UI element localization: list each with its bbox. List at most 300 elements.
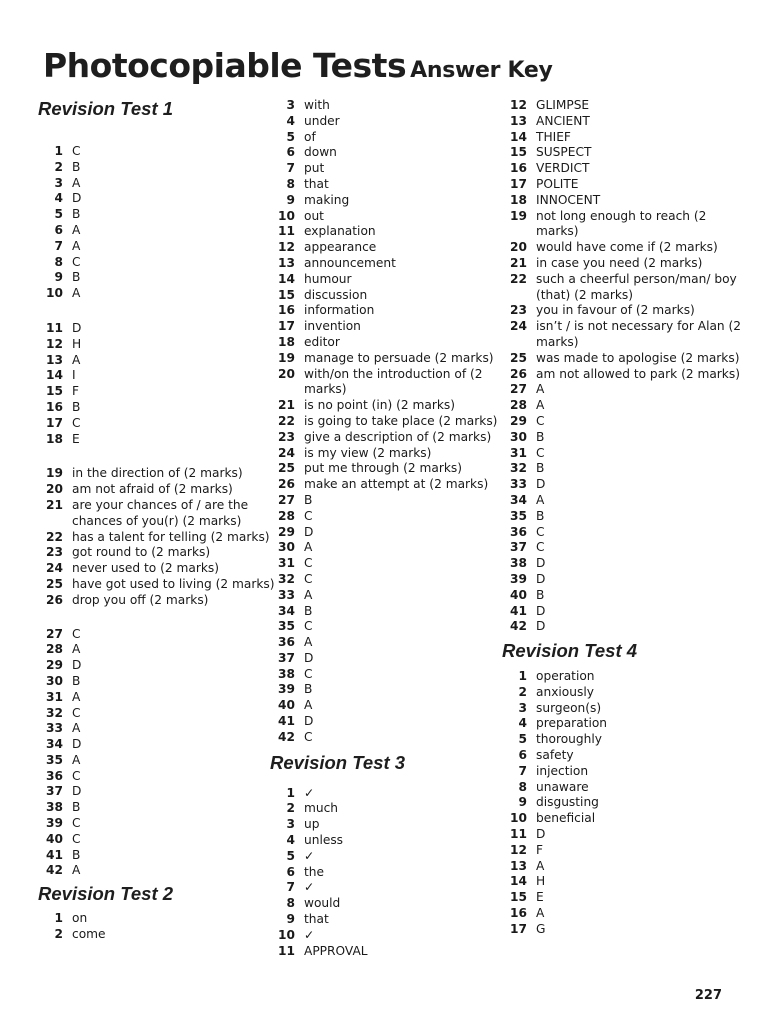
question-number: 13 (278, 255, 295, 270)
question-number: 21 (278, 398, 295, 413)
answer-item (38, 577, 278, 593)
answer-text: B (304, 492, 313, 507)
answer-text: operation (536, 669, 595, 684)
question-number: 9 (286, 192, 295, 207)
answer-text: invention (304, 319, 361, 334)
question-number: 28 (510, 398, 527, 413)
answer-text: C (304, 666, 313, 681)
answer-item (270, 161, 510, 177)
answer-item (38, 239, 278, 255)
question-number: 41 (510, 603, 527, 618)
question-number: 25 (510, 350, 527, 365)
answer-text: isn’t / is not necessary for Alan (2 marks) (536, 319, 742, 349)
answer-item (38, 737, 278, 753)
answer-text: SUSPECT (536, 145, 592, 160)
answer-text: come (72, 927, 106, 942)
question-number: 34 (46, 737, 63, 752)
answer-text: B (304, 682, 313, 697)
answer-text: D (72, 737, 82, 752)
answer-text: VERDICT (536, 161, 590, 176)
question-number: 23 (278, 429, 295, 444)
answer-text: A (72, 721, 81, 736)
answer-text: beneficial (536, 811, 596, 826)
question-number: 23 (46, 545, 63, 560)
question-number: 20 (510, 240, 527, 255)
answer-text: D (304, 714, 314, 729)
question-number: 38 (46, 800, 63, 815)
answer-item (270, 398, 510, 414)
answer-text: A (304, 635, 313, 650)
answer-item (502, 922, 742, 938)
answer-text: under (304, 113, 340, 128)
answer-text: surgeon(s) (536, 700, 602, 715)
answer-item (38, 545, 278, 561)
answer-text: that (304, 912, 329, 927)
question-number: 9 (286, 912, 295, 927)
answer-text: D (536, 619, 546, 634)
answer-item (270, 801, 510, 817)
answer-item (270, 698, 510, 714)
answer-text: thoroughly (536, 732, 602, 747)
page-number: 227 (694, 988, 722, 1003)
answer-item (502, 351, 742, 367)
answer-item (38, 255, 278, 271)
column-3 (502, 98, 742, 938)
answer-text: GLIMPSE (536, 98, 590, 112)
question-number: 36 (510, 524, 527, 539)
answer-item (502, 540, 742, 556)
question-number: 31 (278, 556, 295, 571)
question-number: 35 (510, 508, 527, 523)
answer-item (38, 769, 278, 785)
question-number: 7 (286, 161, 295, 176)
answer-item (270, 367, 510, 399)
answer-text: with/on the introduction of (2 marks) (304, 366, 483, 397)
question-number: 26 (278, 477, 295, 492)
question-number: 32 (46, 705, 63, 720)
column-1 (38, 98, 278, 943)
question-number: 10 (510, 811, 527, 826)
question-number: 39 (46, 816, 63, 831)
question-number: 20 (46, 482, 63, 497)
column-2 (270, 98, 510, 959)
answer-text: C (536, 445, 545, 460)
answer-item (502, 130, 742, 146)
answer-item (502, 145, 742, 161)
answer-text: D (304, 650, 314, 665)
question-number: 4 (518, 716, 527, 731)
answer-text: E (536, 890, 544, 905)
question-number: 4 (54, 191, 63, 206)
question-number: 9 (54, 270, 63, 285)
question-number: 12 (510, 842, 527, 857)
question-number: 40 (510, 587, 527, 602)
answer-text: B (536, 508, 545, 523)
answer-item (270, 414, 510, 430)
answer-item (270, 240, 510, 256)
answer-item (502, 859, 742, 875)
answer-text: explanation (304, 224, 376, 239)
answer-text: C (304, 619, 313, 634)
answer-text: in case you need (2 marks) (536, 255, 703, 270)
answer-item (502, 382, 742, 398)
answer-item (502, 177, 742, 193)
answer-text: up (304, 817, 320, 832)
question-number: 1 (54, 911, 63, 926)
answer-item (502, 509, 742, 525)
answer-item (270, 556, 510, 572)
answer-item (502, 795, 742, 811)
answer-text: I (72, 368, 76, 383)
question-number: 15 (46, 384, 63, 399)
answer-item (502, 114, 742, 130)
question-number: 22 (510, 271, 527, 286)
answer-item (270, 351, 510, 367)
answer-text: A (72, 689, 81, 704)
answer-item (502, 764, 742, 780)
question-number: 30 (278, 540, 295, 555)
answer-item (502, 732, 742, 748)
answer-text: B (72, 159, 81, 174)
answer-text: information (304, 303, 375, 318)
answer-text: manage to persuade (2 marks) (304, 350, 494, 365)
answer-item (270, 849, 510, 865)
question-number: 5 (54, 207, 63, 222)
question-number: 17 (46, 415, 63, 430)
answer-item (270, 430, 510, 446)
question-number: 1 (54, 144, 63, 158)
answer-text: D (72, 191, 82, 206)
question-number: 7 (286, 880, 295, 895)
answer-item (38, 466, 278, 482)
question-number: 18 (278, 334, 295, 349)
answer-item (270, 682, 510, 698)
question-number: 42 (46, 863, 63, 878)
answer-text: A (304, 698, 313, 713)
answer-item (270, 540, 510, 556)
question-number: 27 (46, 626, 63, 641)
question-number: 23 (510, 303, 527, 318)
question-number: 33 (278, 587, 295, 602)
answer-item (502, 811, 742, 827)
question-number: 4 (286, 113, 295, 128)
question-number: 3 (518, 700, 527, 715)
answer-item (38, 368, 278, 384)
answer-text: down (304, 145, 337, 160)
answer-text: D (72, 784, 82, 799)
question-number: 10 (278, 208, 295, 223)
answer-item (270, 912, 510, 928)
question-number: 37 (278, 650, 295, 665)
question-number: 32 (278, 571, 295, 586)
answer-item (270, 896, 510, 912)
answer-text: POLITE (536, 176, 579, 191)
answer-item (270, 177, 510, 193)
answer-item (502, 272, 742, 304)
answer-text: is going to take place (2 marks) (304, 413, 498, 428)
answer-item (270, 817, 510, 833)
question-number: 39 (278, 682, 295, 697)
answer-text: discussion (304, 287, 368, 302)
question-number: 26 (46, 592, 63, 607)
title-subtitle: Answer Key (410, 58, 553, 83)
question-number: 29 (46, 658, 63, 673)
question-number: 2 (54, 159, 63, 174)
question-number: 31 (510, 445, 527, 460)
answer-item (270, 786, 510, 802)
answer-item (38, 337, 278, 353)
question-number: 28 (46, 642, 63, 657)
question-number: 16 (510, 906, 527, 921)
answer-item (270, 880, 510, 896)
answer-text: B (72, 399, 81, 414)
question-number: 2 (54, 927, 63, 942)
answer-item (502, 477, 742, 493)
answer-text: F (536, 842, 544, 857)
question-number: 29 (278, 524, 295, 539)
answer-text: never used to (2 marks) (72, 561, 220, 576)
answer-text: preparation (536, 716, 608, 731)
answer-item (38, 432, 278, 448)
question-number: 1 (286, 785, 295, 800)
answer-text: disgusting (536, 795, 599, 810)
answer-item (270, 509, 510, 525)
answer-text: humour (304, 271, 352, 286)
answer-text: is no point (in) (2 marks) (304, 398, 456, 413)
answer-item (502, 780, 742, 796)
answer-text: D (72, 320, 82, 335)
answer-item (270, 572, 510, 588)
question-number: 11 (278, 943, 295, 958)
answer-text: would have come if (2 marks) (536, 240, 718, 255)
question-number: 17 (510, 176, 527, 191)
answer-text: injection (536, 763, 589, 778)
question-number: 40 (278, 698, 295, 713)
answer-item (270, 667, 510, 683)
answer-item (502, 209, 742, 241)
question-number: 14 (510, 129, 527, 144)
answer-text: C (72, 705, 81, 720)
answer-text: A (72, 175, 81, 190)
answer-text: on (72, 911, 88, 926)
question-number: 37 (46, 784, 63, 799)
question-number: 28 (278, 508, 295, 523)
answer-item (38, 176, 278, 192)
question-number: 24 (278, 445, 295, 460)
answer-item (502, 398, 742, 414)
answer-text: safety (536, 748, 574, 763)
question-number: 37 (510, 540, 527, 555)
question-number: 19 (278, 350, 295, 365)
answer-item (270, 98, 510, 114)
question-number: 25 (46, 576, 63, 591)
answer-text: such a cheerful person/man/ boy (that) (2 marks) (536, 271, 737, 302)
answer-text: C (304, 508, 313, 523)
answer-text: B (304, 603, 313, 618)
answer-text: A (304, 587, 313, 602)
answer-text: with (304, 98, 330, 112)
answer-item (502, 240, 742, 256)
answer-item (38, 321, 278, 337)
answer-text: am not allowed to park (2 marks) (536, 366, 740, 381)
question-number: 15 (278, 287, 295, 302)
answer-item (270, 865, 510, 881)
answer-item (38, 816, 278, 832)
answer-item (38, 160, 278, 176)
question-number: 24 (510, 319, 527, 334)
answer-item (38, 674, 278, 690)
question-number: 41 (46, 847, 63, 862)
question-number: 19 (510, 208, 527, 223)
answer-text: would (304, 896, 341, 911)
question-number: 27 (278, 492, 295, 507)
answer-text: has a talent for telling (2 marks) (72, 529, 270, 544)
question-number: 8 (54, 254, 63, 269)
question-number: 32 (510, 461, 527, 476)
question-number: 24 (46, 561, 63, 576)
answer-text: much (304, 801, 339, 816)
question-number: 42 (278, 729, 295, 744)
answer-item (270, 730, 510, 746)
answer-text: D (536, 571, 546, 586)
answer-item (38, 753, 278, 769)
question-number: 5 (518, 732, 527, 747)
answer-item (38, 400, 278, 416)
answer-text: INNOCENT (536, 192, 601, 207)
answer-text: C (72, 415, 81, 430)
answer-item (270, 619, 510, 635)
answer-item (270, 928, 510, 944)
answer-item (38, 832, 278, 848)
answer-text: ✓ (304, 848, 315, 863)
answer-item (270, 833, 510, 849)
answer-text: A (536, 398, 545, 413)
question-number: 33 (46, 721, 63, 736)
answer-text: that (304, 176, 329, 191)
question-number: 40 (46, 831, 63, 846)
answer-item (502, 827, 742, 843)
answer-text: APPROVAL (304, 943, 368, 958)
question-number: 5 (286, 129, 295, 144)
answer-text: C (72, 144, 81, 158)
answer-text: A (72, 752, 81, 767)
answer-text: announcement (304, 255, 396, 270)
answer-text: C (536, 413, 545, 428)
answer-text: A (72, 222, 81, 237)
answer-item (270, 224, 510, 240)
page-title (43, 46, 553, 85)
answer-text: anxiously (536, 684, 594, 699)
answer-text: A (72, 863, 81, 878)
answer-text: unaware (536, 779, 589, 794)
answer-text: F (72, 384, 80, 399)
answer-item (502, 525, 742, 541)
answer-item (38, 223, 278, 239)
answer-text: A (72, 642, 81, 657)
answer-text: C (536, 540, 545, 555)
question-number: 4 (286, 833, 295, 848)
question-number: 38 (278, 666, 295, 681)
question-number: 14 (510, 874, 527, 889)
answer-text: have got used to living (2 marks) (72, 576, 275, 591)
answer-item (502, 716, 742, 732)
question-number: 2 (286, 801, 295, 816)
question-number: 17 (278, 319, 295, 334)
answer-item (270, 588, 510, 604)
question-number: 12 (510, 98, 527, 112)
question-number: 6 (286, 145, 295, 160)
answer-item (502, 161, 742, 177)
answer-text: C (304, 571, 313, 586)
question-number: 6 (518, 748, 527, 763)
answer-text: D (536, 477, 546, 492)
answer-item (502, 669, 742, 685)
answer-item (270, 651, 510, 667)
question-number: 6 (286, 864, 295, 879)
answer-text: give a description of (2 marks) (304, 429, 492, 444)
answer-item (270, 114, 510, 130)
answer-item (38, 530, 278, 546)
answer-item (502, 890, 742, 906)
answer-text: out (304, 208, 324, 223)
question-number: 11 (278, 224, 295, 239)
question-number: 3 (286, 98, 295, 112)
answer-text: B (536, 429, 545, 444)
question-number: 7 (54, 238, 63, 253)
answer-text: B (72, 673, 81, 688)
answer-text: A (72, 238, 81, 253)
answer-item (502, 303, 742, 319)
answer-item (502, 461, 742, 477)
question-number: 12 (46, 336, 63, 351)
question-number: 16 (278, 303, 295, 318)
section-heading: Revision Test 4 (502, 640, 638, 662)
answer-text: not long enough to reach (2 marks) (536, 208, 707, 239)
question-number: 13 (510, 113, 527, 128)
question-number: 8 (286, 896, 295, 911)
answer-text: B (72, 207, 81, 222)
answer-item (270, 272, 510, 288)
answer-text: editor (304, 334, 340, 349)
question-number: 33 (510, 477, 527, 492)
answer-text: B (536, 461, 545, 476)
question-number: 30 (46, 673, 63, 688)
answer-item (38, 498, 278, 530)
question-number: 34 (278, 603, 295, 618)
answer-text: ✓ (304, 927, 315, 942)
question-number: 34 (510, 492, 527, 507)
answer-item (502, 256, 742, 272)
question-number: 14 (46, 368, 63, 383)
answer-item (270, 461, 510, 477)
answer-item (38, 207, 278, 223)
question-number: 12 (278, 240, 295, 255)
answer-item (38, 561, 278, 577)
question-number: 16 (510, 161, 527, 176)
answer-item (38, 384, 278, 400)
answer-item (38, 593, 278, 609)
answer-text: C (536, 524, 545, 539)
answer-text: C (72, 831, 81, 846)
answer-text: C (72, 816, 81, 831)
answer-text: the (304, 864, 325, 879)
question-number: 10 (278, 927, 295, 942)
question-number: 11 (46, 320, 63, 335)
answer-text: are your chances of / are the chances of you(r) (2 marks) (72, 497, 249, 528)
answer-item (38, 482, 278, 498)
answer-item (270, 335, 510, 351)
answer-text: B (72, 847, 81, 862)
